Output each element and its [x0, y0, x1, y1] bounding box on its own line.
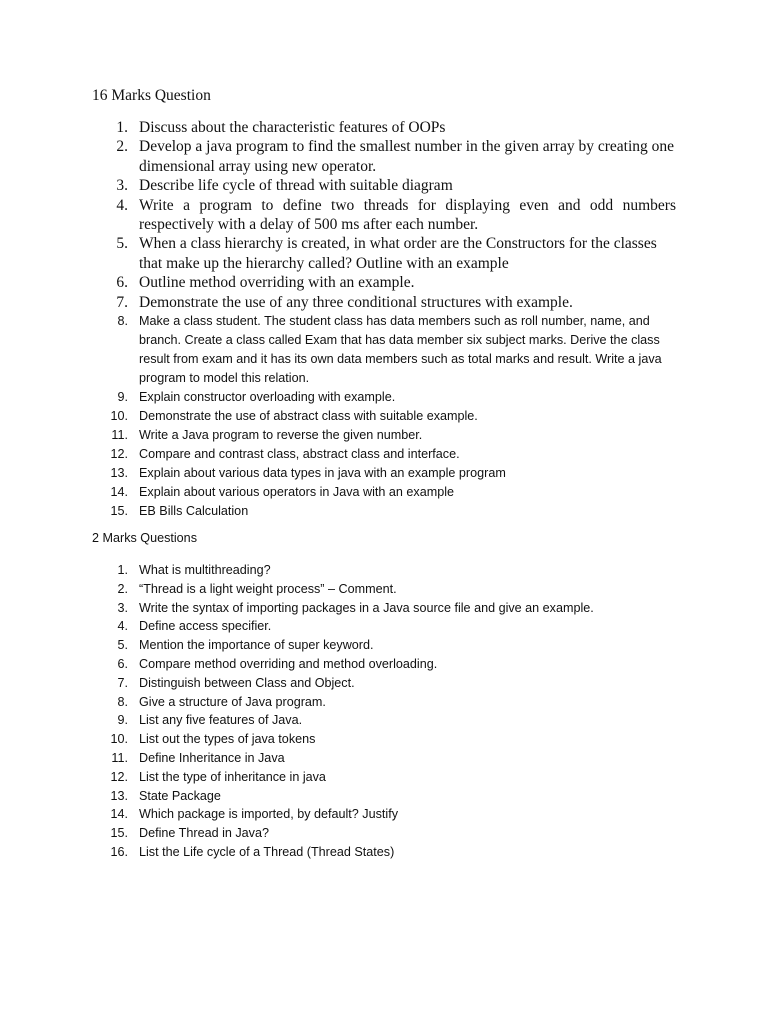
question-item-16-7: [106, 293, 676, 312]
question-number: 15.: [110, 504, 128, 519]
question-item-2-3: [106, 599, 676, 618]
question-number: 13.: [110, 788, 128, 803]
question-number: 6.: [117, 656, 128, 671]
question-text: What is multithreading?: [139, 563, 271, 577]
question-number: 1.: [117, 563, 128, 577]
question-text: Discuss about the characteristic features of OOPs: [139, 119, 446, 136]
question-item-2-7: [106, 674, 676, 693]
question-item-16-1: [106, 118, 676, 137]
question-text: List the Life cycle of a Thread (Thread States): [139, 844, 395, 859]
question-item-2-14: [106, 805, 676, 824]
section-heading-2-marks: 2 Marks Questions: [92, 531, 197, 545]
question-number: 6.: [116, 274, 128, 292]
question-item-2-15: [106, 824, 676, 843]
question-number: 7.: [116, 293, 128, 311]
question-item-2-10: [106, 730, 676, 749]
question-list-2-marks: [106, 561, 676, 862]
question-text: List any five features of Java.: [139, 713, 303, 728]
question-number: 16.: [110, 844, 128, 859]
question-number: 14.: [110, 485, 128, 500]
question-number: 13.: [110, 466, 128, 481]
question-item-16-9: [106, 388, 676, 407]
question-number: 12.: [110, 769, 128, 784]
question-text: EB Bills Calculation: [139, 504, 249, 519]
question-number: 11.: [111, 428, 128, 443]
question-text: Compare method overriding and method overloading.: [139, 656, 438, 671]
question-item-16-5: [106, 234, 676, 273]
question-item-2-1: [106, 561, 676, 580]
question-item-16-2: [106, 137, 676, 176]
question-text: Define access specifier.: [139, 619, 272, 634]
question-item-2-6: [106, 655, 676, 674]
question-number: 12.: [110, 447, 128, 462]
question-item-16-8: [106, 312, 676, 388]
question-text: State Package: [139, 788, 221, 803]
question-number: 3.: [117, 600, 128, 615]
question-text: “Thread is a light weight process” – Comment.: [139, 581, 397, 596]
question-list-16-marks: [106, 118, 676, 521]
question-text: List out the types of java tokens: [139, 732, 316, 747]
question-item-2-11: [106, 749, 676, 768]
question-text: When a class hierarchy is created, in what order are the Constructors for the classes that make up the hierarchy called? Outline with an example: [139, 235, 657, 272]
question-number: 2.: [116, 138, 128, 156]
question-item-16-10: [106, 407, 676, 426]
question-text: Write a program to define two threads for displaying even and odd numbers respectively with a delay of 500 ms after each number.: [139, 196, 676, 234]
question-item-16-6: [106, 273, 676, 292]
question-item-2-8: [106, 693, 676, 712]
question-number: 2.: [117, 581, 128, 596]
question-text: Demonstrate the use of abstract class with suitable example.: [139, 409, 478, 424]
question-item-16-11: [106, 426, 676, 445]
question-text: Develop a java program to find the smallest number in the given array by creating one dimensional array using new operator.: [139, 138, 674, 175]
question-text: Explain about various operators in Java with an example: [139, 485, 455, 500]
question-number: 7.: [117, 675, 128, 690]
question-text: Define Inheritance in Java: [139, 750, 285, 765]
question-item-16-15: [106, 502, 676, 521]
question-text: Write a Java program to reverse the given number.: [139, 428, 423, 443]
question-text: Distinguish between Class and Object.: [139, 675, 355, 690]
question-text: Demonstrate the use of any three conditional structures with example.: [139, 293, 573, 311]
question-number: 11.: [111, 750, 128, 765]
question-number: 5.: [116, 235, 128, 253]
question-item-2-13: [106, 787, 676, 806]
question-item-2-5: [106, 636, 676, 655]
question-number: 15.: [110, 826, 128, 841]
question-text: Describe life cycle of thread with suitable diagram: [139, 177, 453, 195]
question-item-16-4: [106, 196, 676, 235]
question-item-2-9: [106, 711, 676, 730]
question-item-16-12: [106, 445, 676, 464]
question-number: 3.: [116, 177, 128, 195]
question-item-2-4: [106, 617, 676, 636]
question-text: Outline method overriding with an example.: [139, 274, 415, 292]
question-number: 10.: [110, 732, 128, 747]
question-item-2-16: [106, 843, 676, 862]
question-number: 8.: [117, 314, 128, 329]
question-text: List the type of inheritance in java: [139, 769, 326, 784]
question-text: Mention the importance of super keyword.: [139, 638, 374, 653]
question-number: 4.: [117, 619, 128, 634]
question-number: 14.: [110, 807, 128, 822]
question-number: 4.: [116, 196, 128, 214]
question-item-16-14: [106, 483, 676, 502]
question-number: 8.: [117, 694, 128, 709]
question-number: 10.: [110, 409, 128, 424]
question-number: 5.: [117, 638, 128, 653]
question-text: Write the syntax of importing packages in a Java source file and give an example.: [139, 600, 594, 615]
question-item-16-3: [106, 176, 676, 195]
question-item-16-13: [106, 464, 676, 483]
question-text: Compare and contrast class, abstract class and interface.: [139, 447, 460, 462]
question-text: Which package is imported, by default? Justify: [139, 807, 398, 822]
question-text: Give a structure of Java program.: [139, 694, 326, 709]
question-text: Make a class student. The student class has data members such as roll number, name, and branch. Create a class called Exam that has data member six subject marks. Derive the class result from exam and it has its own data members such as total marks and result. Write a java program to model this relation.: [139, 314, 662, 386]
section-heading-16-marks: 16 Marks Question: [92, 87, 211, 104]
question-number: 9.: [117, 390, 128, 405]
question-text: Explain about various data types in java with an example program: [139, 466, 506, 481]
question-text: Explain constructor overloading with example.: [139, 390, 396, 405]
question-item-2-2: [106, 580, 676, 599]
question-number: 9.: [117, 713, 128, 728]
question-text: Define Thread in Java?: [139, 826, 269, 841]
question-number: 1.: [116, 119, 128, 136]
question-item-2-12: [106, 768, 676, 787]
